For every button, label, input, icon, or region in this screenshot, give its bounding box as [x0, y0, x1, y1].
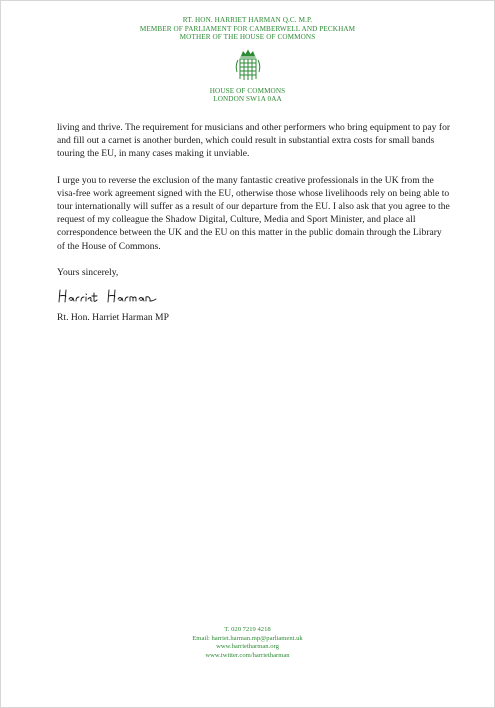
footer-phone: T. 020 7219 4218: [224, 626, 271, 633]
letterhead-title: MOTHER OF THE HOUSE OF COMMONS: [179, 33, 316, 42]
paragraph-2: I urge you to reverse the exclusion of the many fantastic creative professionals in the UK from the visa-free work agreement signed with the EU, otherwise those whose livelihoods rely on being able to tour internationally will suffer as a result of our departure from the EU. I also ask that you agree to the request of my colleague the Shadow Digital, Culture, Media and Sport Minister, and place all correspondence between the UK and the EU on this matter in the public domain through the Library of the House of Commons.: [57, 174, 450, 252]
letterhead: [0, 16, 495, 104]
paragraph-1: living and thrive. The requirement for musicians and other performers who bring equipment to pay for and fill out a carnet is another burden, which could result in substantial extra costs for small bands touring the EU, in many cases making it unviable.: [57, 122, 451, 160]
closing: Yours sincerely,: [57, 266, 119, 278]
letter-body: [57, 121, 452, 324]
address-line-1: HOUSE OF COMMONS: [209, 86, 286, 95]
signature-image: [57, 287, 187, 305]
signatory-name: Rt. Hon. Harriet Harman MP: [57, 312, 169, 324]
letterhead-name: RT. HON. HARRIET HARMAN Q.C. M.P.: [182, 16, 313, 24]
footer: [0, 626, 495, 660]
footer-website[interactable]: www.harrietharman.org: [216, 643, 279, 651]
letterhead-role: MEMBER OF PARLIAMENT FOR CAMBERWELL AND PECKHAM: [139, 24, 356, 33]
footer-twitter[interactable]: www.twitter.com/harrietharman: [205, 651, 290, 659]
footer-email[interactable]: Email: harriet.harman.mp@parliament.uk: [192, 634, 303, 642]
portcullis-icon: [233, 48, 263, 82]
address-line-2: LONDON SW1A 0AA: [213, 95, 282, 104]
